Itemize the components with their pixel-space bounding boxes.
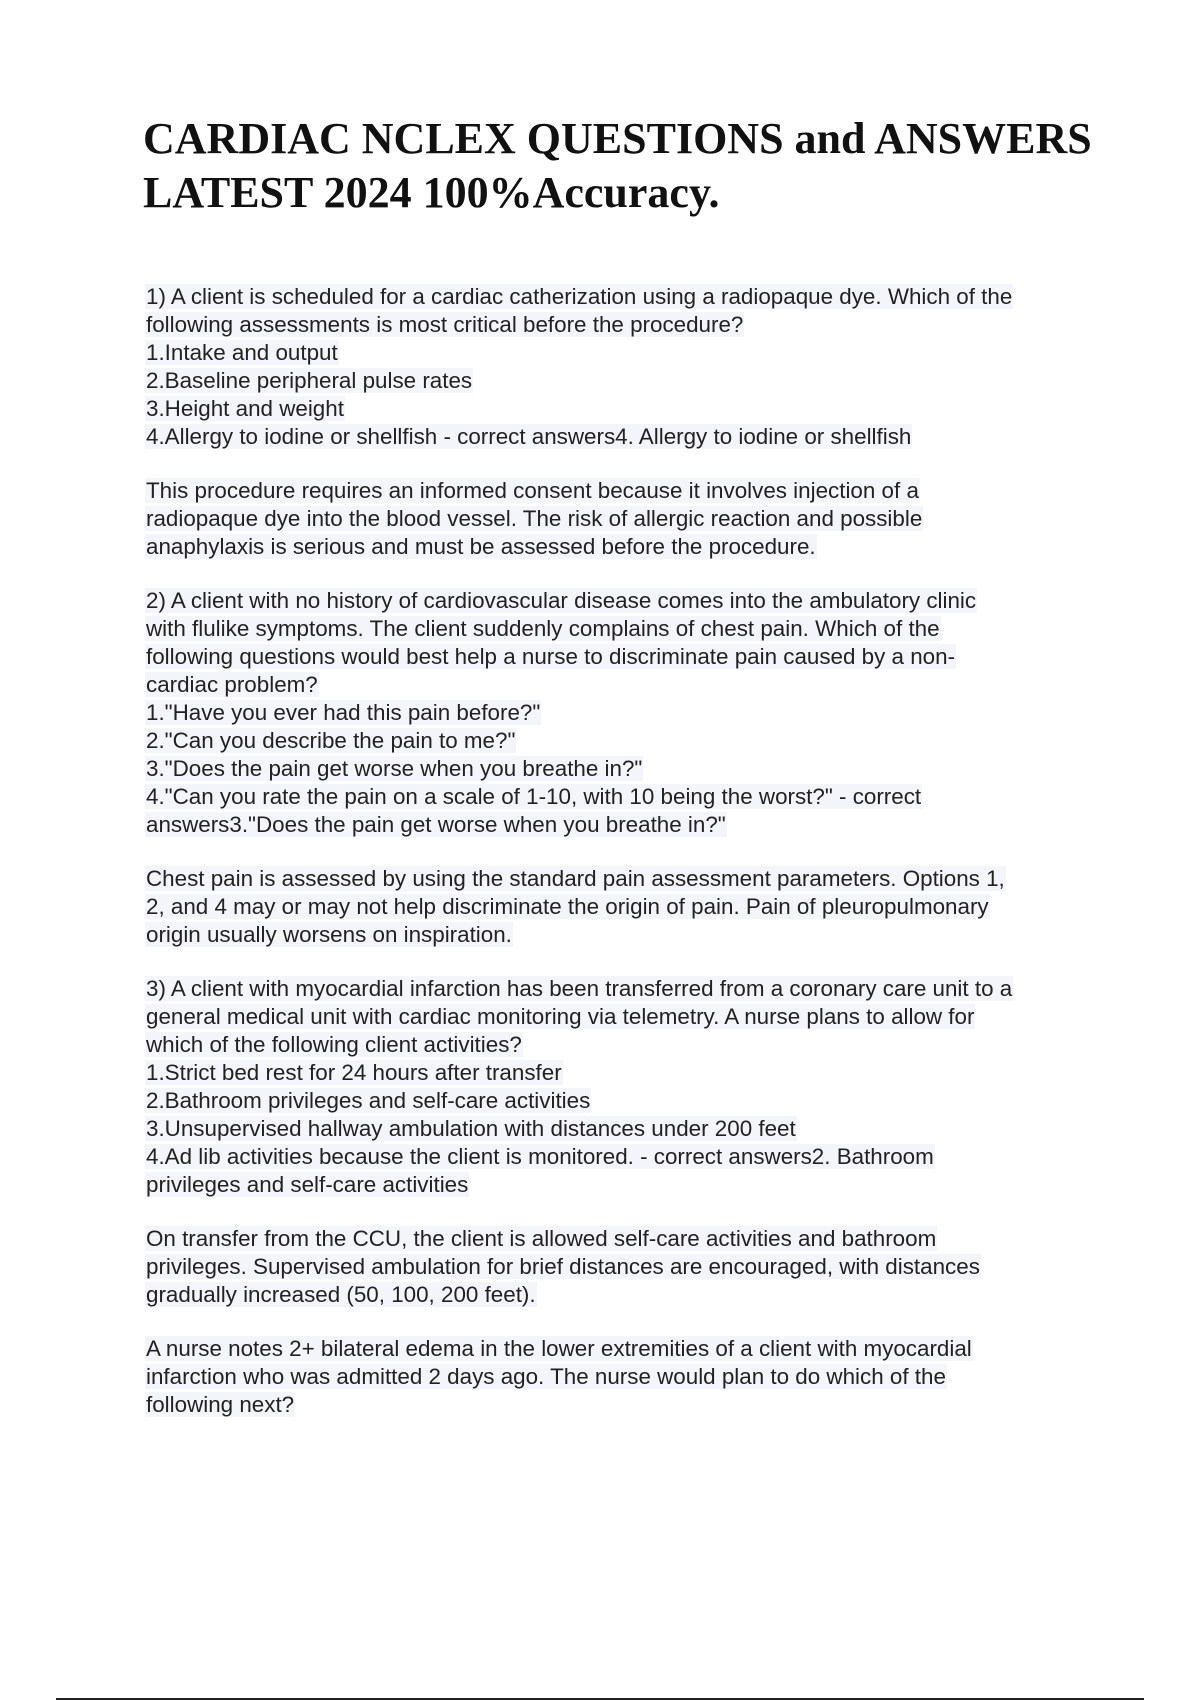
text-line-content: 1) A client is scheduled for a cardiac catherization using a radiopaque dye. Which of the	[146, 284, 1013, 309]
text-line	[145, 975, 1135, 1003]
text-line-content: following assessments is most critical before the procedure?	[146, 312, 744, 337]
text-line-content: 3.Height and weight	[146, 396, 344, 421]
text-line-content: 4.Allergy to iodine or shellfish - correct answers4. Allergy to iodine or shellfish	[146, 424, 912, 449]
text-line	[145, 311, 1135, 339]
question-block	[145, 587, 1135, 839]
text-line	[145, 283, 1135, 311]
text-line	[145, 783, 1135, 811]
text-line-content: A nurse notes 2+ bilateral edema in the lower extremities of a client with myocardial	[146, 1336, 972, 1361]
text-line-content: Chest pain is assessed by using the standard pain assessment parameters. Options 1,	[146, 866, 1005, 891]
rationale-block	[145, 865, 1135, 949]
text-line-content: with flulike symptoms. The client suddenly complains of chest pain. Which of the	[146, 616, 940, 641]
rationale-block	[145, 1225, 1135, 1309]
text-line	[145, 1253, 1135, 1281]
text-line-content: This procedure requires an informed consent because it involves injection of a	[146, 478, 919, 503]
text-line-content: 2."Can you describe the pain to me?"	[146, 728, 516, 753]
text-line-content: 3."Does the pain get worse when you breathe in?"	[146, 756, 643, 781]
text-line-content: 4."Can you rate the pain on a scale of 1-10, with 10 being the worst?" - correct	[146, 784, 922, 809]
text-line	[145, 1003, 1135, 1031]
text-line-content: 2) A client with no history of cardiovascular disease comes into the ambulatory clinic	[146, 588, 977, 613]
text-line	[145, 477, 1135, 505]
document-title	[143, 112, 1193, 220]
text-line-content: origin usually worsens on inspiration.	[146, 922, 512, 947]
text-line	[145, 671, 1135, 699]
text-line-content: 1.Strict bed rest for 24 hours after transfer	[146, 1060, 562, 1085]
text-line	[145, 865, 1135, 893]
title-line-1: CARDIAC NCLEX QUESTIONS and ANSWERS	[143, 114, 1092, 163]
text-line	[145, 533, 1135, 561]
text-line	[145, 615, 1135, 643]
text-line	[145, 367, 1135, 395]
text-line-content: privileges. Supervised ambulation for brief distances are encouraged, with distances	[146, 1254, 980, 1279]
text-line-content: cardiac problem?	[146, 672, 318, 697]
text-line-content: 2.Baseline peripheral pulse rates	[146, 368, 473, 393]
text-line-content: 1.Intake and output	[146, 340, 338, 365]
text-line	[145, 1143, 1135, 1171]
text-line-content: 4.Ad lib activities because the client is monitored. - correct answers2. Bathroom	[146, 1144, 934, 1169]
text-line-content: 1."Have you ever had this pain before?"	[146, 700, 541, 725]
text-line-content: gradually increased (50, 100, 200 feet).	[146, 1282, 536, 1307]
text-line-content: which of the following client activities?	[146, 1032, 522, 1057]
text-line-content: infarction who was admitted 2 days ago. The nurse would plan to do which of the	[146, 1364, 946, 1389]
text-line	[145, 339, 1135, 367]
text-line	[145, 587, 1135, 615]
text-line	[145, 727, 1135, 755]
text-line	[145, 811, 1135, 839]
text-line	[145, 699, 1135, 727]
text-line-content: answers3."Does the pain get worse when you breathe in?"	[146, 812, 726, 837]
text-line	[145, 1281, 1135, 1309]
text-line	[145, 1059, 1135, 1087]
text-line-content: 2, and 4 may or may not help discriminate the origin of pain. Pain of pleuropulmonary	[146, 894, 989, 919]
question-block	[145, 975, 1135, 1199]
text-line-content: radiopaque dye into the blood vessel. The risk of allergic reaction and possible	[146, 506, 923, 531]
document-body	[145, 283, 1135, 1445]
text-line-content: privileges and self-care activities	[146, 1172, 469, 1197]
text-line-content: 2.Bathroom privileges and self-care activities	[146, 1088, 591, 1113]
text-line	[145, 1087, 1135, 1115]
text-line	[145, 1335, 1135, 1363]
text-line-content: anaphylaxis is serious and must be assessed before the procedure.	[146, 534, 816, 559]
text-line	[145, 1225, 1135, 1253]
text-line	[145, 921, 1135, 949]
text-line-content: 3) A client with myocardial infarction has been transferred from a coronary care unit to a	[146, 976, 1013, 1001]
text-line	[145, 1363, 1135, 1391]
text-line	[145, 1171, 1135, 1199]
text-line	[145, 755, 1135, 783]
text-line	[145, 1031, 1135, 1059]
text-line-content: On transfer from the CCU, the client is allowed self-care activities and bathroom	[146, 1226, 937, 1251]
title-line-2: LATEST 2024 100%Accuracy.	[143, 168, 720, 217]
text-line-content: following next?	[146, 1392, 295, 1417]
text-line	[145, 505, 1135, 533]
question-block	[145, 283, 1135, 451]
question-block	[145, 1335, 1135, 1419]
text-line-content: following questions would best help a nurse to discriminate pain caused by a non-	[146, 644, 956, 669]
text-line	[145, 395, 1135, 423]
text-line-content: general medical unit with cardiac monitoring via telemetry. A nurse plans to allow for	[146, 1004, 975, 1029]
rationale-block	[145, 477, 1135, 561]
text-line	[145, 1391, 1135, 1419]
text-line	[145, 423, 1135, 451]
text-line	[145, 643, 1135, 671]
text-line	[145, 1115, 1135, 1143]
text-line	[145, 893, 1135, 921]
text-line-content: 3.Unsupervised hallway ambulation with distances under 200 feet	[146, 1116, 796, 1141]
